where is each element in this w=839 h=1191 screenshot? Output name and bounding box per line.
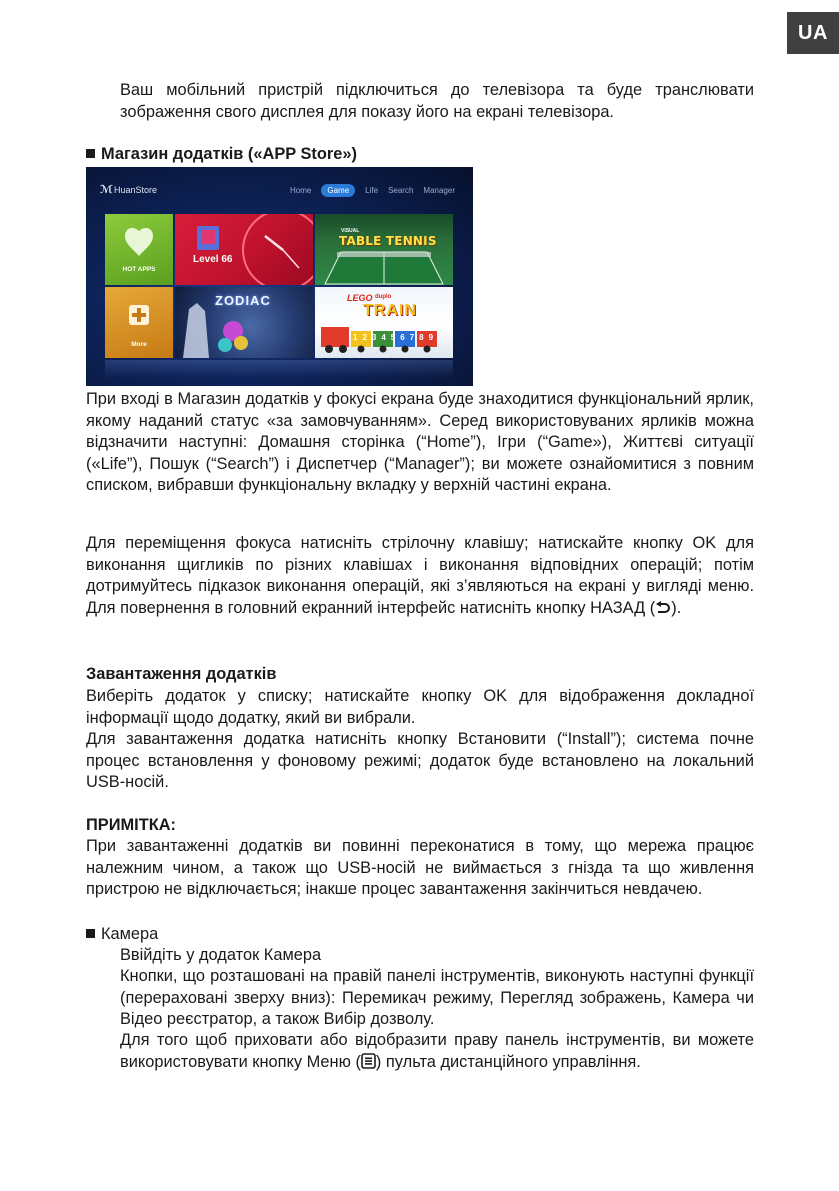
tile-lego-train: LEGO duplo TRAIN 123456789 [315,287,453,358]
back-arrow-icon [655,601,671,615]
table-tennis-icon [315,214,453,285]
huanstore-logo: ℳ HuanStore [100,184,158,196]
nav-life: Life [365,186,379,195]
app-store-screenshot [86,167,473,386]
app-store-heading: Магазин додатків («APP Store») [86,144,586,166]
tile-level-66: Level 66 [175,214,313,285]
app-store-paragraph-1: При вході в Магазин додатків у фокусі екрана буде знаходитися функціональний ярлик, якому наданий статус «за замовчуванням». Серед використовуваних ярликів можна відзначити наступні: Домашня сторінка (“Home”), Ігри (“Game»), Життєві ситуації («Life”), Пошук (“Search”) і Диспетчер (“Manager”); ви можете ознайомитися з повним списком, вибравши функціональну вкладку у верхній частині екрана. [86,390,754,495]
nav-search: Search [388,186,414,195]
menu-button-icon [361,1053,376,1069]
note-heading: ПРИМІТКА: [86,816,177,834]
nav-home: Home [290,186,312,195]
bullet-square-icon [86,149,95,158]
note-paragraph: При завантаженні додатків ви повинні переконатися в тому, що мережа працює належним чином, а також що USB-носій не виймається з гнізда та що живлення пристрою не відключається; інакше процес завантаження закінчиться невдачею. [86,837,754,899]
tile-zodiac: ZODIAC [175,287,313,358]
heart-shield-icon [105,214,173,285]
tile-more: More [105,287,173,358]
download-paragraph-1: Виберіть додаток у списку; натискайте кнопку OK для відображення докладної інформації щодо додатку, який ви вибрали. [86,687,754,727]
camera-heading: Камера [86,924,486,946]
app-store-paragraph-2: Для переміщення фокуса натисніть стрілочну клавішу; натискайте кнопку OK для виконання щигликів по різних клавішах і виконання відповідних операцій; потім дотримуйтесь підказок виконання операцій, які з’являються на екрані у вигляді меню. Для повернення в головний екранний інтерфейс натисніть кнопку НАЗАД ( ). [86,534,754,617]
camera-line-2: Кнопки, що розташовані на правій панелі інструментів, виконують наступні функції (перераховані зверху вниз): Перемикач режиму, Перегляд зображень, Камера чи Відео реєстратор, а також Вибір дозволу. [120,967,754,1029]
download-heading: Завантаження додатків [86,665,277,683]
clock-icon [175,214,313,285]
nav-manager: Manager [423,186,455,195]
language-tab: UA [787,12,839,54]
camera-line-1: Ввійдіть у додаток Камера [120,946,322,964]
bullet-square-icon [86,929,95,938]
tile-table-tennis: VISUAL TABLE TENNIS [315,214,453,285]
store-nav [290,184,455,197]
nav-game: Game [321,184,355,197]
download-paragraph-2: Для завантаження додатка натисніть кнопку Встановити (“Install”); система почне процес встановлення у фоновому режимі; додаток буде встановлено на локальний USB-носій. [86,730,754,792]
camera-line-3: Для того щоб приховати або відобразити праву панель інструментів, ви можете використовувати кнопку Меню ( ) пульта дистанційного управління. [120,1031,754,1071]
intro-paragraph: Ваш мобільний пристрій підключиться до телевізора та буде транслювати зображення свого дисплея для показу його на екрані телевізора. [120,81,754,121]
tile-hot-apps: HOT APPS [105,214,173,285]
